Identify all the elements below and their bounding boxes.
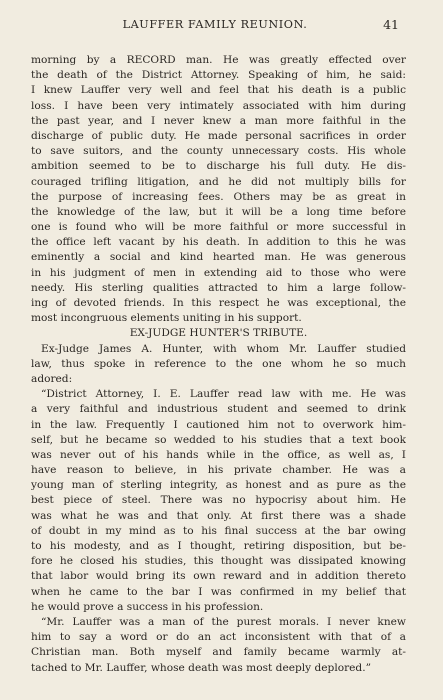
text-line: was never out of his hands while in the office, as well as, I — [31, 448, 406, 461]
text-line: Christian man. Both myself and family became warmly at- — [31, 646, 406, 659]
text-line: eminently a social and kind hearted man. He was generous — [31, 251, 406, 264]
text-line: to save suitors, and the county unnecessary costs. His whole — [31, 145, 406, 158]
text-line: when he came to the bar I was confirmed in my belief that — [31, 585, 406, 598]
text-line: the purpose of increasing fees. Others may be as great in — [31, 190, 406, 203]
running-header — [31, 18, 399, 31]
text-line: ing of devoted friends. In this respect he was exceptional, the — [31, 297, 406, 309]
text-line: that labor would bring its own reward and in addition thereto — [31, 570, 406, 583]
text-line: “Mr. Lauffer was a man of the purest morals. I never knew — [41, 615, 406, 628]
text-line: couraged trifling litigation, and he did not multiply bills for — [31, 175, 406, 188]
text-line: morning by a RECORD man. He was greatly effected over — [31, 54, 406, 66]
text-line: discharge of public duty. He made personal sacrifices in order — [31, 129, 406, 142]
body-text — [31, 53, 406, 676]
text-line: one is found who will be more faithful or more successful in — [31, 221, 406, 234]
text-line: fore he closed his studies, this thought was dissipated knowing — [31, 555, 406, 568]
text-line: adored: — [31, 372, 73, 385]
text-line: have reason to believe, in his private chamber. He was a — [31, 464, 406, 477]
text-line: the office left vacant by his death. In addition to this he was — [31, 236, 406, 249]
text-line: the death of the District Attorney. Speaking of him, he said: — [31, 69, 406, 82]
text-line: him to say a word or do an act inconsistent with that of a — [31, 631, 406, 644]
text-line: self, but he became so wedded to his studies that a text book — [31, 433, 406, 446]
text-line: the knowledge of the law, but it will be a long time before — [31, 205, 406, 218]
text-line: tached to Mr. Lauffer, whose death was most deeply deplored.” — [31, 661, 372, 674]
text-line: was what he was and that only. At first there was a shade — [31, 509, 406, 522]
text-line: best piece of steel. There was no hypocrisy about him. He — [31, 494, 406, 507]
text-line: a very faithful and industrious student and seemed to drink — [31, 403, 406, 416]
text-line: Ex-Judge James A. Hunter, with whom Mr. Lauffer studied — [41, 342, 406, 355]
text-line: in his judgment of men in extending aid to those who were — [31, 266, 406, 279]
text-line: of doubt in my mind as to his final success at the bar owing — [31, 524, 406, 537]
text-line: to his modesty, and as I thought, retiring disposition, but be- — [31, 540, 406, 552]
text-line: needy. His sterling qualities attracted to him a large follow- — [31, 281, 406, 294]
text-line: most incongruous elements uniting in his support. — [31, 312, 302, 325]
text-line: “District Attorney, I. E. Lauffer read law with me. He was — [41, 388, 406, 401]
text-line: law, thus spoke in reference to the one whom he so much — [31, 357, 406, 370]
text-line: in the law. Frequently I cautioned him not to overwork him- — [31, 418, 406, 431]
text-line: he would prove a success in his profession. — [31, 600, 264, 613]
text-line: ambition seemed to be to discharge his full duty. He dis- — [31, 160, 406, 173]
text-line: I knew Lauffer very well and feel that his death is a public — [31, 84, 406, 97]
text-line: loss. I have been very intimately associated with him during — [31, 99, 406, 112]
text-line: the past year, and I never knew a man more faithful in the — [31, 114, 406, 127]
running-title: LAUFFER FAMILY REUNION. — [122, 18, 308, 31]
text-line: young man of sterling integrity, as honest and as pure as the — [31, 479, 406, 492]
page-number: 41 — [383, 17, 399, 32]
section-heading: EX-JUDGE HUNTER'S TRIBUTE. — [129, 327, 308, 340]
